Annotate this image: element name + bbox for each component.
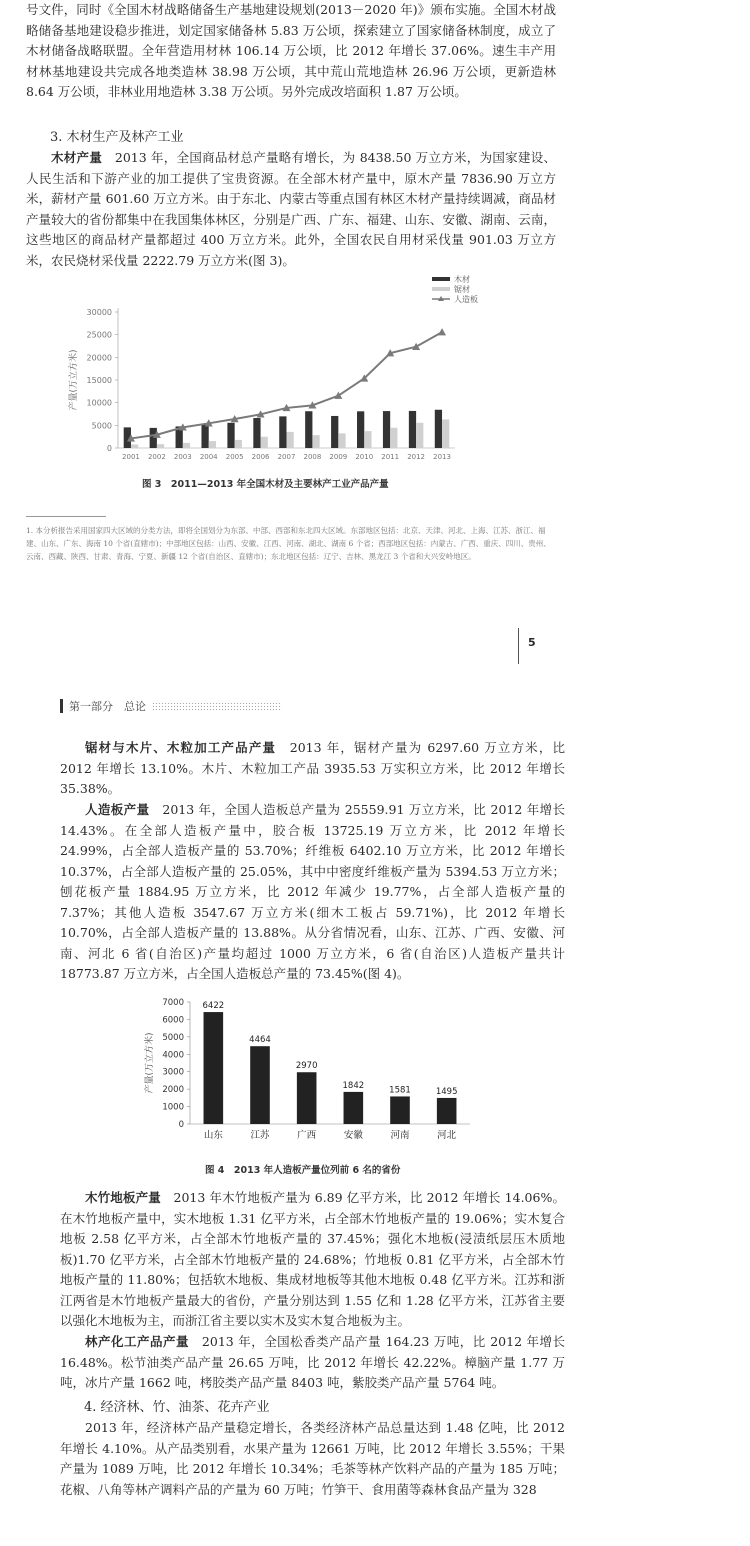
chart3-ytick-label: 0	[106, 444, 112, 453]
chart3-xtick-label: 2012	[407, 453, 426, 461]
chart4-bar-安徽	[344, 1092, 364, 1124]
paragraph-floor-heading: 木竹地板产量	[85, 1190, 161, 1205]
chart3-bar-木材-2010	[357, 411, 364, 448]
chart4-xtick-label: 江苏	[250, 1130, 270, 1141]
chart3-marks	[122, 328, 451, 461]
chart3-ylabel: 产量(万立方米)	[69, 349, 79, 411]
chart4-xtick-label: 广西	[297, 1130, 317, 1141]
chart3-bar-锯材-2001	[131, 445, 138, 448]
chart3-legend-swatch-锯材	[432, 287, 450, 291]
paragraph-economic: 2013 年，经济林产品产量稳定增长，各类经济林产品总量达到 1.48 亿吨，比 2012 年增长 4.10%。从产品类别看，水果产量为 12661 万吨，比 2012 年增长 3.55%；干果产量为 1089 万吨，比 2012 年增长 10.34%；毛茶等林产饮料产品的产量为 185 万吨；花椒、八角等林产调料产品的产量为 60 万吨；竹笋干、食用菌等森林食品产量为 328	[60, 1420, 565, 1497]
chart-timber-production	[60, 272, 500, 468]
chart4-ytick-label: 3000	[162, 1067, 184, 1078]
chart4-value-label: 6422	[202, 1001, 225, 1012]
chart3-legend	[432, 274, 478, 304]
chart4-bar-河南	[390, 1096, 410, 1124]
chart4-ylabel: 产量(万立方米)	[145, 1032, 155, 1094]
footnote: 1. 本分析报告采用国家四大区域的分类方法，即将全国划分为东部、中部、西部和东北四大区域。东部地区包括：北京、天津、河北、上海、江苏、浙江、福建、山东、广东、海南 10 个省(直辖市)；中部地区包括：山西、安徽、江西、河南、湖北、湖南 6 个省；西部地区包括：内蒙古、广西、重庆、四川、贵州、云南、西藏、陕西、甘肃、青海、宁夏、新疆 12 个省(自治区、直辖市)；东北地区包括：辽宁、吉林、黑龙江 3 个省和大兴安岭地区。	[26, 526, 551, 561]
chart4-ytick-label: 7000	[162, 998, 184, 1008]
chart4-bar-山东	[204, 1012, 224, 1124]
chart3-bar-锯材-2010	[364, 431, 371, 448]
chart3-bar-锯材-2007	[287, 432, 294, 448]
paragraph-sawn	[60, 738, 565, 800]
paragraph-panel-heading: 人造板产量	[85, 802, 150, 817]
chart3-bar-木材-2004	[201, 424, 208, 448]
chart4-value-label: 1495	[435, 1086, 458, 1097]
chart4-marks	[203, 1001, 458, 1141]
chart4-ytick-label: 4000	[162, 1050, 184, 1061]
chart3-xtick-label: 2001	[122, 453, 140, 461]
chart3-point-人造板	[438, 328, 446, 335]
chart3-bar-锯材-2009	[338, 433, 345, 448]
paragraph-timber	[26, 148, 556, 271]
chart3-xtick-label: 2011	[381, 453, 400, 461]
chart3-bar-锯材-2006	[261, 437, 268, 448]
page-number-rule	[518, 628, 519, 664]
chart3-axes	[87, 308, 455, 453]
paragraph-chem	[60, 1332, 565, 1394]
section-heading-economic: 4. 经济林、竹、油茶、花卉产业	[84, 1400, 270, 1415]
chart3-bar-木材-2011	[383, 411, 390, 448]
chart4-bar-江苏	[250, 1046, 270, 1124]
chart4-value-label: 4464	[249, 1035, 271, 1046]
chart3-bar-锯材-2008	[312, 435, 319, 448]
chart3-bar-木材-2009	[331, 416, 338, 448]
paragraph-floor	[60, 1188, 565, 1332]
paragraph-panel	[60, 800, 565, 985]
chart3-bar-锯材-2005	[235, 440, 242, 448]
chart3-xtick-label: 2006	[251, 453, 270, 461]
chart3-bar-锯材-2003	[183, 443, 190, 448]
chart3-ytick-label: 30000	[86, 308, 112, 317]
chart3-bar-木材-2006	[253, 418, 260, 448]
chart4-bar-广西	[297, 1072, 317, 1124]
chart3-xtick-label: 2007	[277, 453, 296, 461]
chart4-value-label: 1842	[342, 1080, 365, 1091]
chart4-xtick-label: 河南	[390, 1130, 410, 1141]
running-head-dots	[152, 702, 282, 711]
chart3-xtick-label: 2002	[147, 453, 166, 461]
chart4-bar-河北	[437, 1098, 457, 1124]
chart3-legend-label-锯材: 锯材	[454, 285, 470, 294]
paragraph-sawn-body: 2013 年，锯材产量为 6297.60 万立方米，比 2012 年增长 13.10%。木片、木粒加工产品 3935.53 万实积立方米，比 2012 年增长 35.38%。	[60, 740, 565, 796]
chart3-xtick-label: 2013	[433, 453, 451, 461]
chart3-legend-label-人造板: 人造板	[454, 295, 478, 304]
chart4-value-label: 2970	[295, 1061, 318, 1072]
chart4-ytick-label: 1000	[162, 1102, 184, 1113]
chart3-xtick-label: 2010	[355, 453, 374, 461]
chart4-ytick-label: 5000	[162, 1032, 184, 1043]
chart3-ytick-label: 5000	[91, 421, 112, 431]
chart3-legend-label-木材: 木材	[454, 275, 470, 284]
figure4-caption: 图 4 2013 年人造板产量位列前 6 名的省份	[205, 1165, 401, 1176]
chart3-bar-木材-2002	[150, 428, 157, 448]
chart4-ytick-label: 2000	[162, 1085, 184, 1096]
running-head	[60, 698, 282, 714]
chart3-ytick-label: 10000	[86, 398, 112, 408]
section-heading-timber: 3. 木材生产及林产工业	[50, 130, 184, 145]
chart3-xtick-label: 2009	[329, 453, 348, 461]
paragraph-sawn-heading: 锯材与木片、木粒加工产品产量	[85, 740, 277, 755]
chart4-ytick-label: 0	[178, 1120, 184, 1130]
chart4-xtick-label: 河北	[437, 1130, 457, 1141]
running-head-text: 第一部分 总论	[69, 700, 146, 713]
chart3-legend-swatch-木材	[432, 277, 450, 281]
figure3-caption: 图 3 2011—2013 年全国木材及主要林产工业产品产量	[142, 479, 389, 490]
chart3-bar-锯材-2011	[390, 428, 397, 448]
chart3-bar-木材-2012	[409, 411, 416, 448]
paragraph-timber-heading: 木材产量	[51, 150, 103, 165]
chart3-bar-锯材-2013	[442, 419, 449, 448]
paragraph-panel-body: 2013 年，全国人造板总产量为 25559.91 万立方米，比 2012 年增长 14.43%。在全部人造板产量中，胶合板 13725.19 万立方米，比 2012 年增长 24.99%，占全部人造板产量的 53.70%；纤维板 6402.10 万立方米，比 2012 年增长 10.37%，占全部人造板产量的 25.05%，其中中密度纤维板产量为 5394.53 万立方米；刨花板产量 1884.95 万立方米，比 2012 年减少 19.77%，占全部人造板产量的 7.37%；其他人造板 3547.67 万立方米(细木工板占 59.71%)，比 2012 年增长 10.70%，占全部人造板产量的 13.88%。从分省情况看，山东、江苏、广西、安徽、河南、河北 6 省(自治区)产量均超过 1000 万立方米，6 省(自治区)人造板产量共计 18773.87 万立方米，占全国人造板总产量的 73.45%(图 4)。	[60, 802, 565, 981]
chart3-ytick-label: 25000	[86, 330, 112, 340]
chart4-xtick-label: 山东	[203, 1130, 223, 1141]
chart3-xtick-label: 2004	[199, 453, 218, 461]
chart3-bar-锯材-2002	[157, 444, 164, 448]
page-number: 5	[528, 636, 536, 649]
chart-panel-provinces	[140, 992, 480, 1152]
chart4-xtick-label: 安徽	[343, 1130, 363, 1141]
chart4-value-label: 1581	[389, 1085, 411, 1096]
running-head-bar	[60, 699, 63, 713]
chart3-point-人造板	[412, 343, 420, 350]
chart4-ytick-label: 6000	[162, 1015, 184, 1026]
chart3-bar-木材-2008	[305, 411, 312, 448]
chart3-xtick-label: 2005	[225, 453, 244, 461]
chart3-bar-锯材-2012	[416, 423, 423, 448]
paragraph-floor-body: 2013 年木竹地板产量为 6.89 亿平方米，比 2012 年增长 14.06%。在木竹地板产量中，实木地板 1.31 亿平方米，占全部木竹地板产量的 19.06%；实木复合地板 2.58 亿平方米，占全部木竹地板产量的 37.45%；强化木地板(浸渍纸层压木质地板)1.70 亿平方米，占全部木竹地板产量的 24.68%；竹地板 0.81 亿平方米，占全部木竹地板产量的 11.80%；包括软木地板、集成材地板等其他木地板 0.48 亿平方米。江苏和浙江两省是木竹地板产量最大的省份，产量分别达到 1.55 亿和 1.28 亿平方米，江苏省主要以强化木地板为主，而浙江省主要以实木及实木复合地板为主。	[60, 1190, 565, 1328]
chart3-xtick-label: 2003	[173, 453, 192, 461]
chart3-ytick-label: 15000	[86, 376, 112, 385]
chart3-xtick-label: 2008	[303, 453, 322, 461]
chart3-bar-锯材-2004	[209, 441, 216, 448]
footnote-rule	[26, 516, 106, 517]
paragraph-chem-body: 2013 年，全国松香类产品产量 164.23 万吨，比 2012 年增长 16.48%。松节油类产品产量 26.65 万吨，比 2012 年增长 42.22%。樟脑产量 1.77 万吨，冰片产量 1662 吨，栲胶类产品产量 8403 吨，紫胶类产品产量 5764 吨。	[60, 1334, 565, 1390]
paragraph-timber-body: 2013 年，全国商品材总产量略有增长，为 8438.50 万立方米，为国家建设、人民生活和下游产业的加工提供了宝贵资源。在全部木材产量中，原木产量 7836.90 万立方米，薪材产量 601.60 万立方米。由于东北、内蒙古等重点国有林区木材产量持续调减，商品材产量较大的省份都集中在我国集体林区，分别是广西、广东、福建、山东、安徽、湖南、云南，这些地区的商品材产量都超过 400 万立方米。此外，全国农民自用材采伐量 901.03 万立方米，农民烧材采伐量 2222.79 万立方米(图 3)。	[26, 150, 556, 268]
chart3-bar-木材-2007	[279, 416, 286, 448]
paragraph-intro: 号文件，同时《全国木材战略储备生产基地建设规划(2013－2020 年)》颁布实施。全国木材战略储备基地建设稳步推进，划定国家储备林 5.83 万公顷，探索建立了国家储备林制度，成立了木材储备战略联盟。全年营造用材林 106.14 万公顷，比 2012 年增长 37.06%。速生丰产用材林基地建设共完成各地类造林 38.98 万公顷，其中荒山荒地造林 26.96 万公顷，更新造林 8.64 万公顷，非林业用地造林 3.38 万公顷。另外完成改培面积 1.87 万公顷。	[26, 2, 556, 99]
paragraph-chem-heading: 林产化工产品产量	[85, 1334, 189, 1349]
chart3-bar-木材-2013	[435, 410, 442, 448]
chart3-bar-木材-2005	[227, 423, 234, 448]
chart3-ytick-label: 20000	[86, 353, 112, 363]
